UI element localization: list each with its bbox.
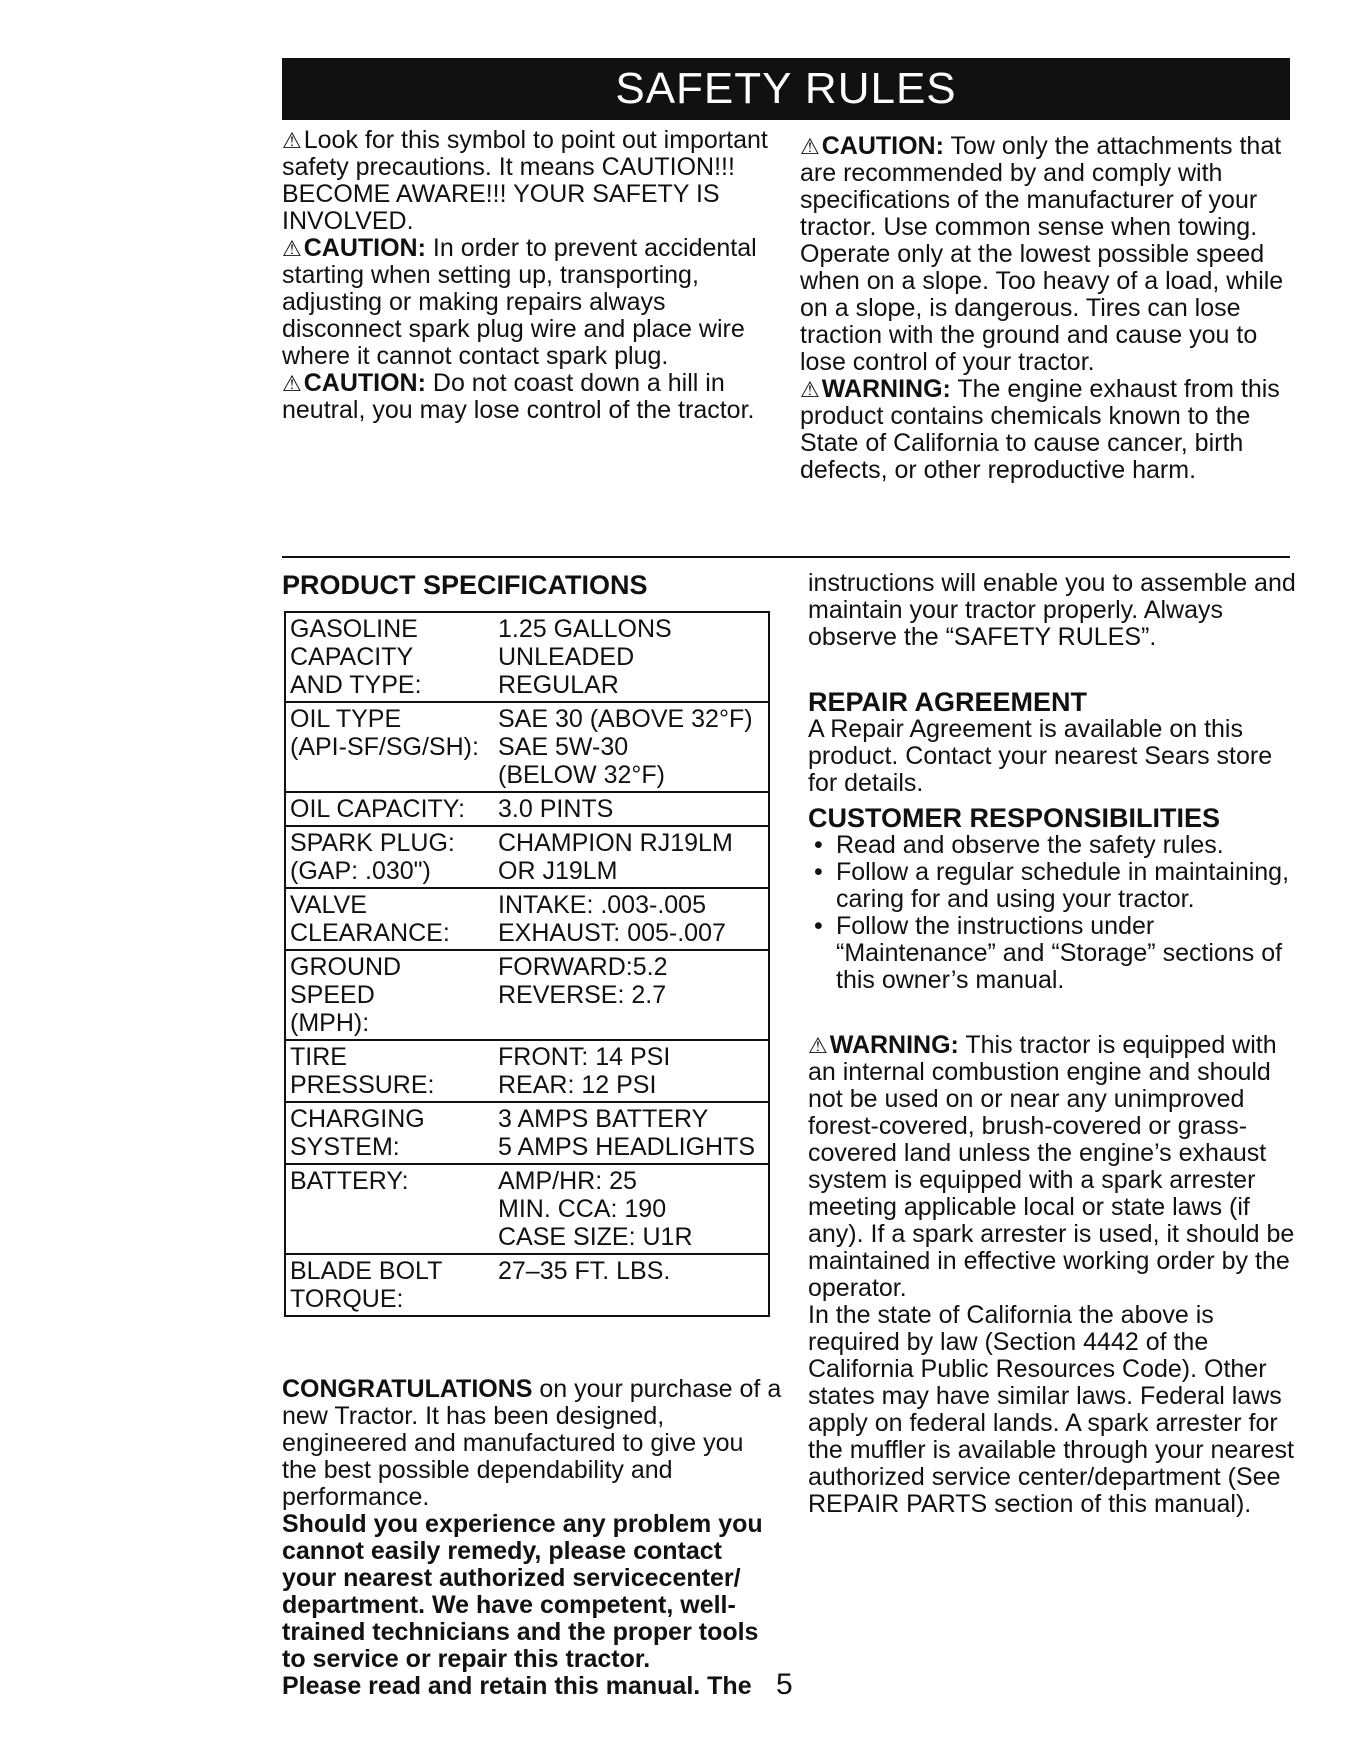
customer-responsibilities-heading: CUSTOMER RESPONSIBILITIES (808, 803, 1221, 833)
repair-agreement-text: A Repair Agreement is available on this product. Contact your nearest Sears store for details. (808, 715, 1273, 797)
right-lower-column (808, 570, 1298, 1518)
intro-continuation: instructions will enable you to assemble and maintain your tractor properly. Always observe the “SAFETY RULES”. (808, 569, 1296, 651)
spec-value: FRONT: 14 PSI REAR: 12 PSI (498, 1043, 671, 1099)
service-paragraph: Should you experience any problem you cannot easily remedy, please contact your nearest authorized servicecenter/ department. We have competent, well-trained technicians and the proper tools to service or repair this tractor. (282, 1510, 763, 1673)
warning-triangle-icon: ⚠ (282, 371, 302, 396)
spec-row (285, 826, 769, 888)
product-specifications-table (284, 611, 770, 1317)
spec-label: OIL CAPACITY: (290, 795, 466, 823)
list-item: • Follow the instructions under “Maintenance” and “Storage” sections of this owner’s manual. (808, 913, 1298, 994)
spec-row (285, 950, 769, 1040)
repair-agreement-heading: REPAIR AGREEMENT (808, 687, 1088, 717)
caution-disconnect-paragraph: ⚠CAUTION: In order to prevent accidental starting when setting up, transporting, adjusting or making repairs always disconnect spark plug wire and place wire where it cannot contact spark plug. (282, 234, 757, 370)
spark-arrester-warning: ⚠WARNING: This tractor is equipped with an internal combustion engine and should not be used on or near any unimproved forest-covered, brush-covered or grass-covered land unless the engine’s exhaust system is equipped with a spark arrester meeting applicable local or state laws (if any). If a spark arrester is used, it should be maintained in effective working order by the operator. (808, 1031, 1295, 1302)
safety-rules-left-column (282, 127, 782, 424)
warning-triangle-icon: ⚠ (282, 236, 302, 261)
responsibilities-list (808, 832, 1298, 994)
spec-label: GASOLINE CAPACITY AND TYPE: (290, 615, 422, 699)
spec-value: INTAKE: .003-.005 EXHAUST: 005-.007 (498, 891, 726, 947)
warning-triangle-icon: ⚠ (808, 1033, 828, 1058)
caution-label: CAUTION: (303, 234, 426, 262)
caution-coast-paragraph: ⚠CAUTION: Do not coast down a hill in neutral, you may lose control of the tractor. (282, 369, 755, 424)
spec-row (285, 1164, 769, 1254)
spec-label: BATTERY: (290, 1167, 409, 1195)
spec-label: GROUND SPEED (MPH): (290, 953, 402, 1037)
congratulations-label: CONGRATULATIONS (282, 1375, 533, 1403)
spec-value: 27–35 FT. LBS. (498, 1257, 671, 1285)
warning-triangle-icon: ⚠ (800, 134, 820, 159)
spec-label: CHARGING SYSTEM: (290, 1105, 425, 1161)
spec-value: FORWARD:5.2 REVERSE: 2.7 (498, 953, 668, 1009)
spec-label: VALVE CLEARANCE: (290, 891, 450, 947)
spec-row (285, 1102, 769, 1164)
spec-row (285, 792, 769, 826)
spec-label: OIL TYPE (API-SF/SG/SH): (290, 705, 479, 761)
warning-label: WARNING: (821, 375, 951, 403)
spec-label: SPARK PLUG: (GAP: .030") (290, 829, 455, 885)
warning-exhaust-paragraph: ⚠WARNING: The engine exhaust from this product contains chemicals known to the State of California to cause cancer, birth defects, or other reproductive harm. (800, 375, 1280, 484)
spec-value: 3.0 PINTS (498, 795, 614, 823)
retain-manual-paragraph: Please read and retain this manual. The (282, 1672, 752, 1700)
spec-label: BLADE BOLT TORQUE: (290, 1257, 443, 1313)
spec-row (285, 702, 769, 792)
spec-value: CHAMPION RJ19LM OR J19LM (498, 829, 733, 885)
caution-label: CAUTION: (821, 132, 944, 160)
list-item: • Follow a regular schedule in maintaining, caring for and using your tractor. (808, 859, 1298, 913)
section-divider (282, 556, 1290, 558)
safety-rules-right-column (800, 133, 1290, 484)
congratulations-paragraph: CONGRATULATIONS on your purchase of a new Tractor. It has been designed, engineered and manufactured to give you the best possible dependability and performance. (282, 1375, 782, 1511)
page-title: SAFETY RULES (282, 58, 1290, 120)
spec-row (285, 1040, 769, 1102)
caution-label: CAUTION: (303, 369, 426, 397)
congratulations-section (282, 1376, 782, 1700)
spec-label: TIRE PRESSURE: (290, 1043, 435, 1099)
page-number: 5 (776, 1668, 793, 1701)
list-item: • Read and observe the safety rules. (808, 832, 1298, 859)
caution-tow-paragraph: ⚠CAUTION: Tow only the attachments that are recommended by and comply with specifications of the manufacturer of your tractor. Use common sense when towing. Operate only at the lowest possible speed when on a slope. Too heavy of a load, while on a slope, is dangerous. Tires can lose traction with the ground and cause you to lose control of your tractor. (800, 132, 1284, 376)
spacer (808, 651, 1298, 689)
spec-row (285, 888, 769, 950)
warning-label: WARNING: (829, 1031, 959, 1059)
spec-value: 3 AMPS BATTERY 5 AMPS HEADLIGHTS (498, 1105, 756, 1161)
california-law-paragraph: In the state of California the above is required by law (Section 4442 of the California Public Resources Code). Other states may have similar laws. Federal laws apply on federal lands. A spark arrester for the muffler is available through your nearest authorized service center/department (See REPAIR PARTS section of this manual). (808, 1301, 1294, 1518)
spec-value: AMP/HR: 25 MIN. CCA: 190 CASE SIZE: U1R (498, 1167, 693, 1251)
spec-value: 1.25 GALLONS UNLEADED REGULAR (498, 615, 672, 699)
spec-row (285, 1254, 769, 1316)
product-specifications-heading: PRODUCT SPECIFICATIONS (282, 570, 648, 600)
warning-triangle-icon: ⚠ (800, 377, 820, 402)
spacer (808, 994, 1298, 1032)
safety-symbol-paragraph: ⚠Look for this symbol to point out important safety precautions. It means CAUTION!!! BECOME AWARE!!! YOUR SAFETY IS INVOLVED. (282, 126, 768, 235)
spec-row (285, 612, 769, 702)
warning-triangle-icon: ⚠ (282, 128, 302, 153)
spec-value: SAE 30 (ABOVE 32°F) SAE 5W-30 (BELOW 32°F) (498, 705, 753, 789)
